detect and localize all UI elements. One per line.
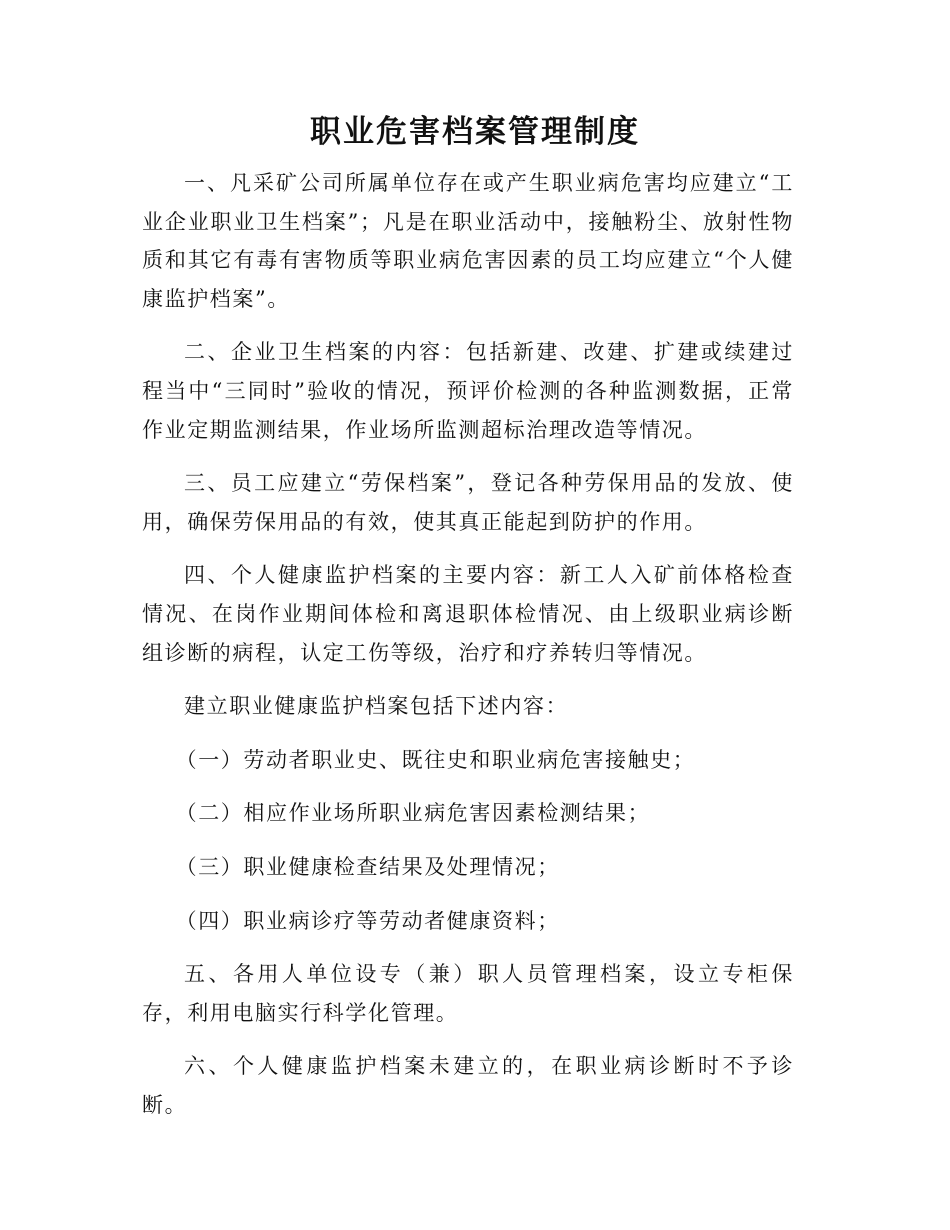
paragraph-4: 四、个人健康监护档案的主要内容：新工人入矿前体格检查情况、在岗作业期间体检和离退职体检情况、由上级职业病诊断组诊断的病程，认定工伤等级，治疗和疗养转归等情况。	[142, 563, 794, 665]
list-intro: 建立职业健康监护档案包括下述内容：	[184, 694, 569, 719]
document-body	[142, 164, 794, 1139]
paragraph-6: 六、个人健康监护档案未建立的，在职业病诊断时不予诊断。	[142, 1054, 794, 1117]
list-item-1: （一）劳动者职业史、既往史和职业病危害接触史；	[175, 747, 696, 772]
paragraph-2: 二、企业卫生档案的内容：包括新建、改建、扩建或续建过程当中“三同时”验收的情况，预评价检测的各种监测数据，正常作业定期监测结果，作业场所监测超标治理改造等情况。	[142, 340, 794, 442]
list-item-2: （二）相应作业场所职业病危害因素检测结果；	[175, 801, 651, 826]
paragraph-1: 一、凡采矿公司所属单位存在或产生职业病危害均应建立“工业企业职业卫生档案”；凡是在职业活动中，接触粉尘、放射性物质和其它有毒有害物质等职业病危害因素的员工均应建立“个人健康监护档案”。	[142, 171, 794, 311]
list-item-4: （四）职业病诊疗等劳动者健康资料；	[175, 908, 560, 933]
document-title: 职业危害档案管理制度	[310, 114, 640, 150]
list-item-3: （三）职业健康检查结果及处理情况；	[175, 854, 560, 879]
paragraph-3: 三、员工应建立“劳保档案”，登记各种劳保用品的发放、使用，确保劳保用品的有效，使其真正能起到防护的作用。	[142, 471, 794, 534]
paragraph-5: 五、各用人单位设专（兼）职人员管理档案，设立专柜保存，利用电脑实行科学化管理。	[142, 962, 794, 1025]
